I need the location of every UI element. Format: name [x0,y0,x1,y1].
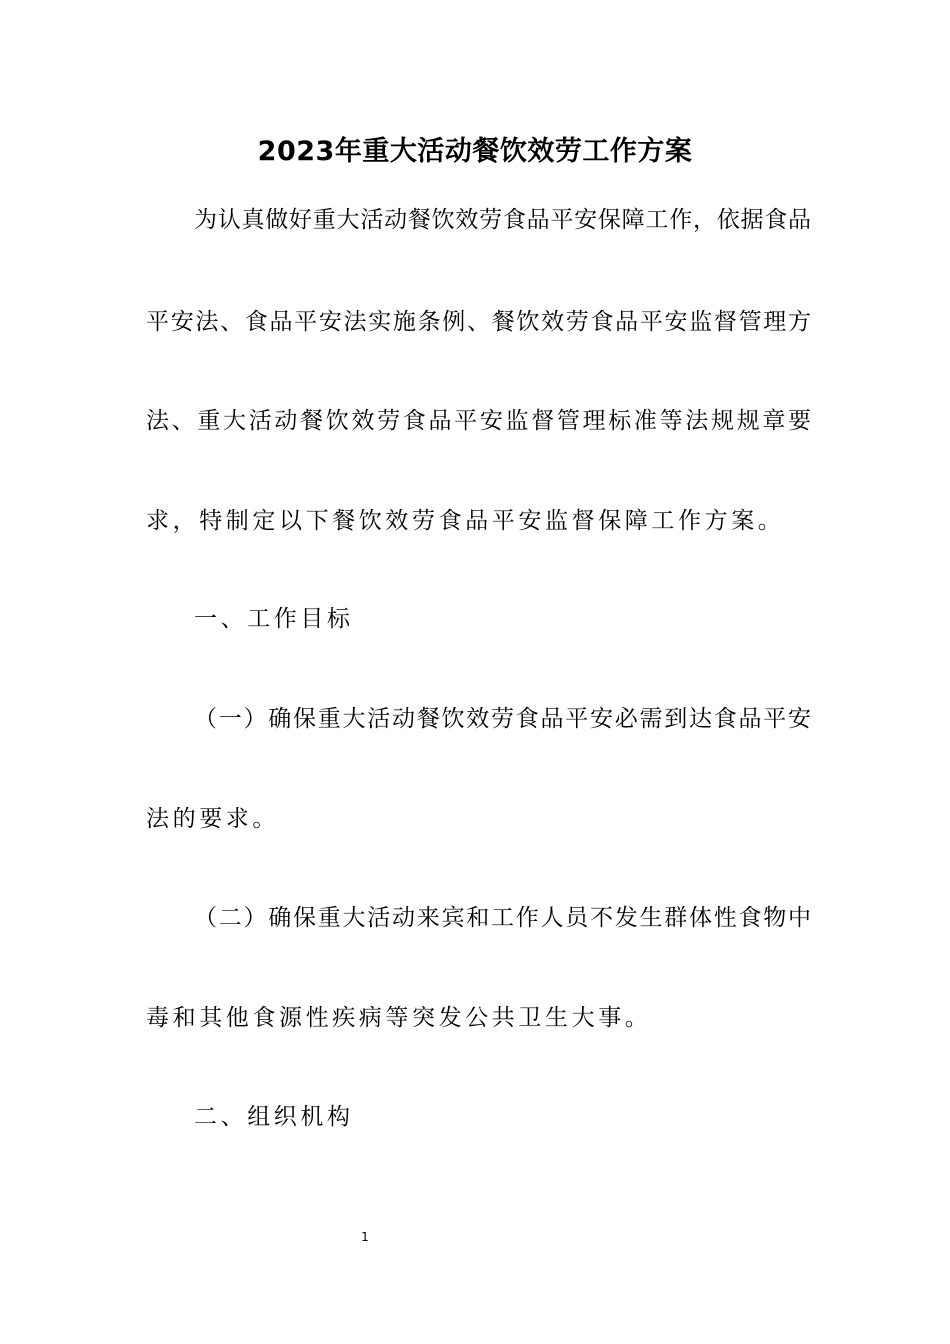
intro-line-3: 法、重大活动餐饮效劳食品平安监督管理标准等法规规章要 [146,408,811,434]
page-number: 1 [361,1230,369,1244]
goal-2-line-1: （二）确保重大活动来宾和工作人员不发生群体性食物中 [194,905,811,931]
goal-1-line-2: 法的要求。 [146,806,279,832]
goal-1-line-1: （一）确保重大活动餐饮效劳食品平安必需到达食品平安 [194,706,811,732]
intro-line-1: 为认真做好重大活动餐饮效劳食品平安保障工作，依据食品 [194,207,811,233]
intro-line-4: 求，特制定以下餐饮效劳食品平安监督保障工作方案。 [146,508,785,534]
section-heading-goals: 一、工作目标 [194,606,354,632]
document-title: 2023年重大活动餐饮效劳工作方案 [257,136,693,167]
goal-2-line-2: 毒和其他食源性疾病等突发公共卫生大事。 [146,1005,652,1031]
intro-line-2: 平安法、食品平安法实施条例、餐饮效劳食品平安监督管理方 [146,309,811,335]
section-heading-organization: 二、组织机构 [194,1104,354,1130]
